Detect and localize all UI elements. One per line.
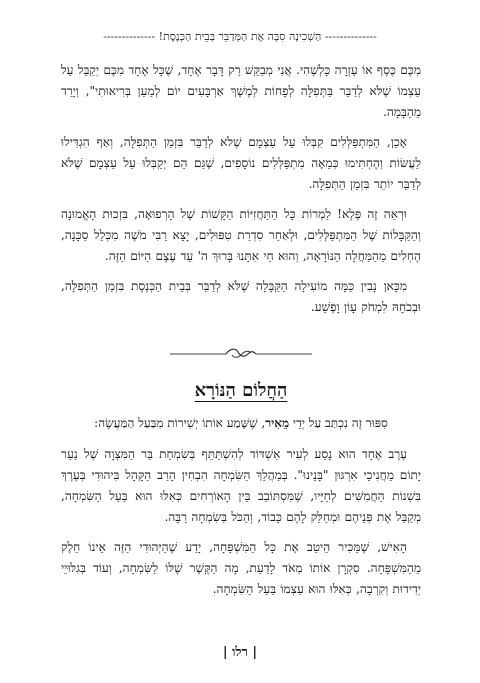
attribution-name: מֵאִיר: [265, 416, 290, 430]
page-number: | רלו |: [222, 645, 258, 660]
paragraph: מִכָּאן נָבִין כַּמָּה מוֹעִילָה הַקַּבָּלָה שֶׁלֹּא לְדַבֵּר בְּבֵית הַכְּנֶסֶת בִּזְמַן הַתְּפִלָּה, וּבְכֹחָהּ לִמְחֹק עָוֹן וָפֶשַׁע.: [61, 279, 421, 314]
story-attribution: [61, 413, 421, 433]
main-text: [61, 60, 421, 609]
paragraph: מִכֶּם כֶּסֶף אוֹ עֶזְרָה כָּלְשֶׁהִי. אֲנִי מְבַקֵּשׁ רַק דָּבָר אֶחָד, שֶׁכָּל אֶחָד מִכֶּם יְקַבֵּל עַל עַצְמוֹ שֶׁלֹּא לְדַבֵּר בַּתְּפִלָּה לְפָחוֹת לְמֶשֶׁךְ אַרְבָּעִים יוֹם לְמַעַן בְּרִיאוּתִי", וְיָרַד מֵהַבָּמָה.: [61, 63, 421, 119]
paragraph: עֶרֶב אֶחָד הוּא נָסַע לְעִיר אַשְׁדּוֹד לְהִשְׁתַּתֵּף בְּשִׂמְחַת בַּר הַמִּצְוָה שֶׁל נַעַר יָתוֹם מֵחֲנִיכֵי אִרְגּוּן "בָּנֵינוּ". בְּמַהֲלַךְ הַשִּׂמְחָה הִבְחִין הָרַב הַקָּהָל בִּיהוּדִי בְּעֶרֶךְ בִּשְׁנוֹת הַחֲמִשִּׁים לְחַיָּיו, שֶׁמִּסְתּוֹבֵב בֵּין הָאוֹרְחִים כְּאִלּוּ הוּא בַּעַל הַשִּׂמְחָה, מְקַבֵּל אֶת פְּנֵיהֶם וּמְחַלֵּק לָהֶם כָּבוֹד, וְהַכֹּל בְּשִׂמְחָה רַבָּה.: [61, 447, 421, 524]
attribution-prefix: סִפּוּר זֶה נִכְתַּב עַל יְדֵי: [292, 416, 388, 430]
divider-ornament: [166, 346, 316, 360]
running-header: -------------- הַשְׁכִינָה סִבָּה אֶת הַמְּדַבֵּר בְּבֵית הַכְּנֶסֶת! --------------: [103, 30, 377, 43]
paragraph: הָאִישׁ, שֶׁמַּכִּיר הֵיטֵב אֶת כָּל הַמִּשְׁפָּחָה, יָדַע שֶׁהַיְּהוּדִי הַזֶּה אֵינוֹ חֵלֶק מֵהַמִּשְׁפָּחָה. סִקְרָן אוֹתוֹ מְאֹד לָדַעַת, מָה הַקֶּשֶׁר שֶׁלּוֹ לַשִּׂמְחָה, וְעוֹד בְּגִלּוּיֵי יְדִידוּת וְקִרְבָה, כְּאִלּוּ הוּא עַצְמוֹ בַּעַל הַשִּׂמְחָה.: [61, 540, 421, 596]
paragraph: אָכֵן, הַמִּתְפַּלְּלִים קִבְּלוּ עַל עַצְמָם שֶׁלֹּא לְדַבֵּר בִּזְמַן הַתְּפִלָּה, וְאַף הִגְדִּילוּ לַעֲשׂוֹת וְהֶחְתִּימוּ כְּמֵאָה מִתְפַּלְּלִים נוֹסָפִים, שֶׁגַּם הֵם יְקַבְּלוּ עַל עַצְמָם שֶׁלֹּא לְדַבֵּר יוֹתֵר בִּזְמַן הַתְּפִלָּה.: [61, 135, 421, 191]
paragraph: וּרְאֵה זֶה פֶּלֶא! לַמְרוֹת כָּל הַתַּחֲזִיּוֹת הַקָּשׁוֹת שֶׁל הָרְפוּאָה, בִּזְכוּת הָאֱמוּנָה וְהַקַּבָּלוֹת שֶׁל הַמִּתְפַּלְּלִים, וּלְאַחַר סִדְרַת טִפּוּלִים, יָצָא רַבִּי מֹשֶׁה מִכְּלַל סַכָּנָה, הֶחְלִים מֵהַמַּחֲלָה הַנּוֹרָאָה, וְהוּא חַי אִתָּנוּ בָּרוּךְ ה' עַד עֶצֶם הַיּוֹם הַזֶּה.: [61, 207, 421, 263]
attribution-suffix: , שֶׁשָּׁמַע אוֹתוֹ יְשִׁירוֹת מִבַּעַל הַמַּעֲשֶׂה:: [94, 416, 266, 430]
section-title: הַחֲלוֹם הַנּוֹרָא: [194, 380, 288, 401]
